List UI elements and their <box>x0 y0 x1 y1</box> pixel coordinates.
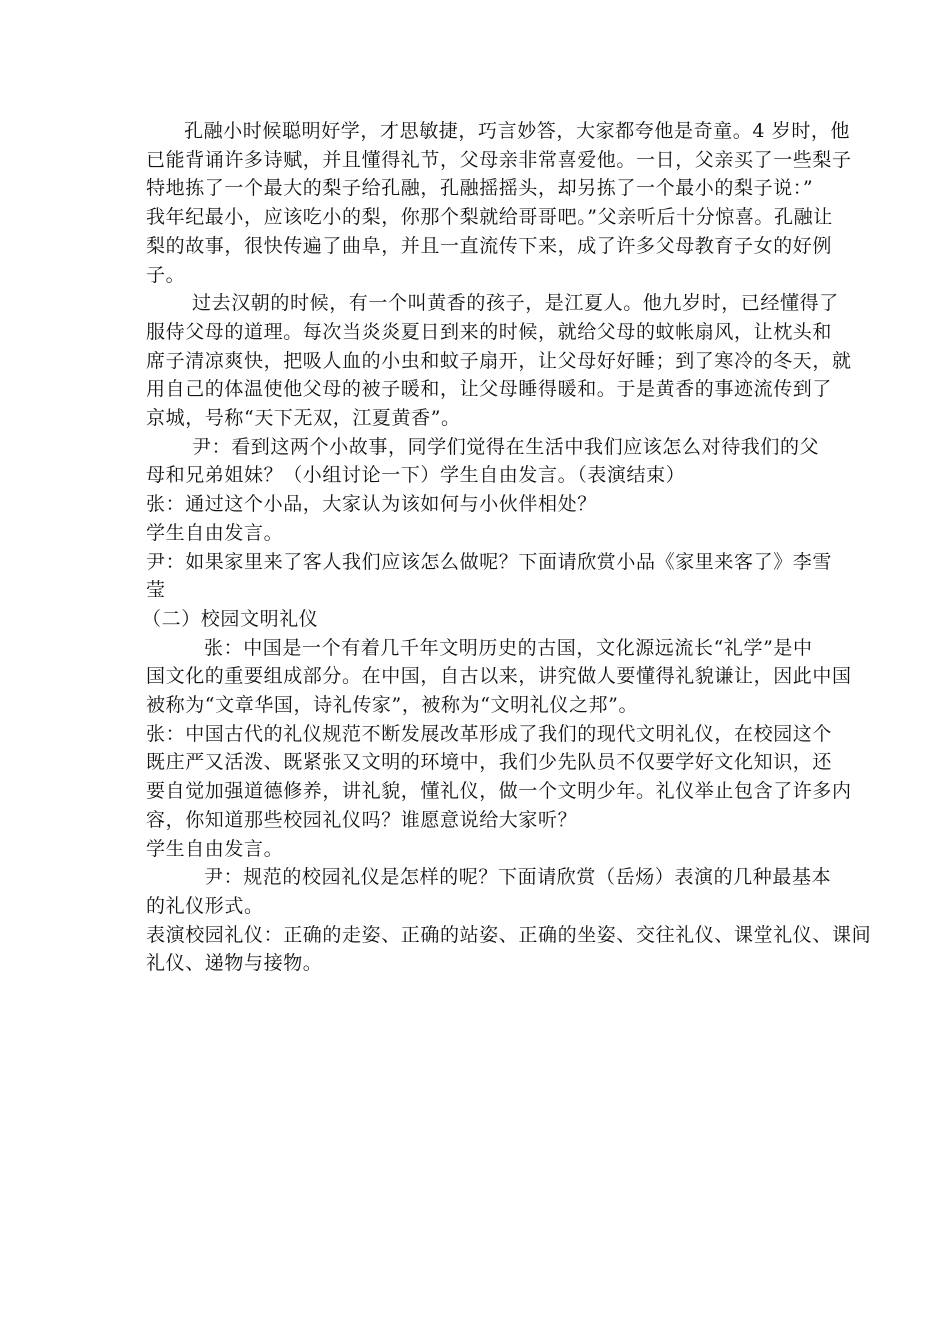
text-line: 学生自由发言。 <box>146 521 284 544</box>
text-line: 礼仪、递物与接物。 <box>146 952 323 975</box>
text-line: 要自觉加强道德修养，讲礼貌，懂礼仪，做一个文明少年。礼仪举止包含了许多内 <box>146 780 852 803</box>
text-line: 张：中国古代的礼仪规范不断发展改革形成了我们的现代文明礼仪，在校园这个 <box>146 722 833 745</box>
text-line: 学生自由发言。 <box>146 837 284 860</box>
text-line: 用自己的体温使他父母的被子暖和，让父母睡得暖和。于是黄香的事迹流传到了 <box>146 378 833 401</box>
text-line: 席子清凉爽快，把吸人血的小虫和蚊子扇开，让父母好好睡；到了寒冷的冬天，就 <box>146 349 852 372</box>
text-line: 过去汉朝的时候，有一个叫黄香的孩子，是江夏人。他九岁时，已经懂得了 <box>192 292 839 315</box>
text-line: 表演校园礼仪：正确的走姿、正确的站姿、正确的坐姿、交往礼仪、课堂礼仪、课间 <box>146 923 872 946</box>
document-body <box>142 117 872 978</box>
text-line: 京城，号称“天下无双，江夏黄香”。 <box>146 407 461 430</box>
text-line: 尹：规范的校园礼仪是怎样的呢？下面请欣赏（岳炀）表演的几种最基本 <box>204 866 832 889</box>
text-line: 已能背诵许多诗赋，并且懂得礼节，父母亲非常喜爱他。一日，父亲买了一些梨子 <box>146 148 852 171</box>
text-line: 我年纪最小，应该吃小的梨，你那个梨就给哥哥吧。”父亲听后十分惊喜。孔融让 <box>146 206 833 229</box>
text-line: 母和兄弟姐妹？（小组讨论一下）学生自由发言。（表演结束） <box>146 464 686 487</box>
text-line: 莹 <box>146 579 166 602</box>
text-line: 国文化的重要组成部分。在中国，自古以来，讲究做人要懂得礼貌谦让，因此中国 <box>146 665 852 688</box>
section-heading: （二）校园文明礼仪 <box>142 607 319 630</box>
text-line: 尹：如果家里来了客人我们应该怎么做呢？下面请欣赏小品《家里来客了》李雪 <box>146 550 833 573</box>
text-line: 的礼仪形式。 <box>146 894 264 917</box>
text-line: 张：通过这个小品，大家认为该如何与小伙伴相处？ <box>146 493 597 516</box>
text-line: 服侍父母的道理。每次当炎炎夏日到来的时候，就给父母的蚊帐扇风，让枕头和 <box>146 320 833 343</box>
text-line: 子。 <box>146 263 186 286</box>
text-line: 特地拣了一个最大的梨子给孔融，孔融摇摇头，却另拣了一个最小的梨子说：” <box>146 177 814 200</box>
text-line: 梨的故事，很快传遍了曲阜，并且一直流传下来，成了许多父母教育子女的好例 <box>146 234 833 257</box>
text-line: 被称为“文章华国，诗礼传家”，被称为“文明礼仪之邦”。 <box>146 694 639 717</box>
text-line: 既庄严又活泼、既紧张又文明的环境中，我们少先队员不仅要学好文化知识，还 <box>146 751 833 774</box>
text-line: 孔融小时候聪明好学，才思敏捷，巧言妙答，大家都夸他是奇童。4 岁时，他 <box>184 120 851 142</box>
text-line: 尹：看到这两个小故事，同学们觉得在生活中我们应该怎么对待我们的父 <box>192 435 820 458</box>
text-line: 张：中国是一个有着几千年文明历史的古国，文化源远流长“礼学”是中 <box>204 636 813 659</box>
text-line: 容，你知道那些校园礼仪吗？谁愿意说给大家听？ <box>146 808 578 831</box>
